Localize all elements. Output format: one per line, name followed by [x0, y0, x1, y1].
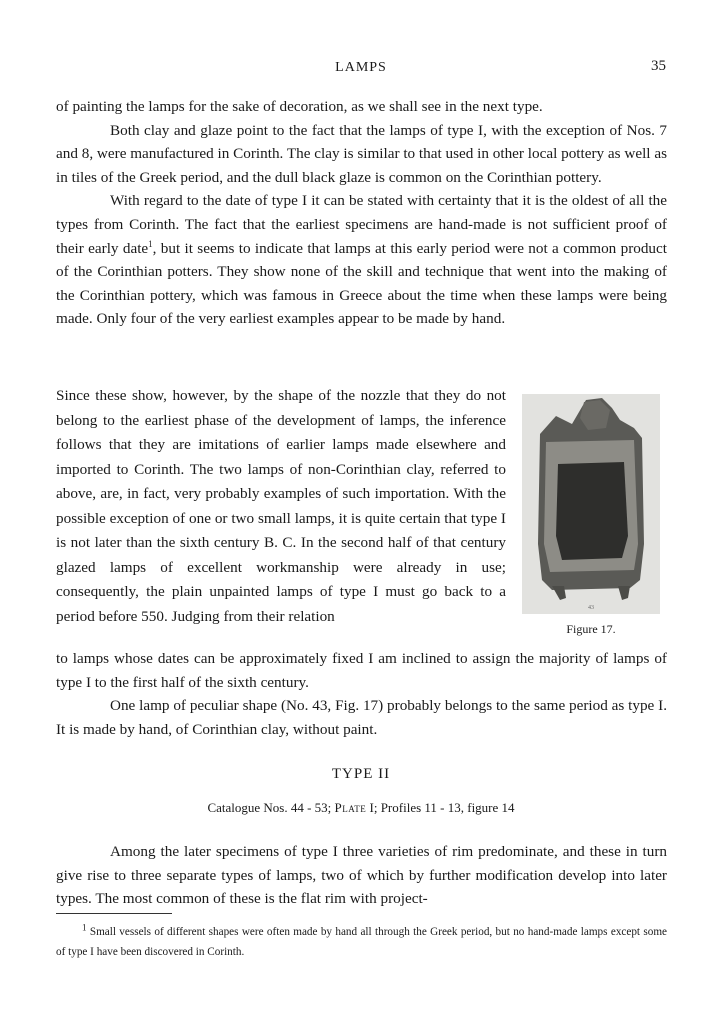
- footnote-rule: [56, 913, 172, 914]
- text-bottom: [56, 840, 667, 911]
- paragraph-3-text: With regard to the date of type I it can be stated with certainty that it is the oldest of all the types from Corinth. The fact that the earliest specimens are hand-made is not sufficient proof of their early date: [56, 192, 667, 257]
- paragraph-2: Both clay and glaze point to the fact that the lamps of type I, with the exception of Nos. 7 and 8, were manufactured in Corinth. The clay is similar to that used in other local pottery as well as in tiles of the Greek period, and the dull black glaze is common on the Corinthian pottery.: [56, 121, 667, 186]
- catalogue-line: [0, 800, 722, 816]
- footnote-text: [56, 922, 667, 962]
- footnote-marker: 1: [82, 922, 87, 933]
- catalogue-prefix: Catalogue Nos. 44 - 53;: [207, 800, 332, 815]
- paragraph-4-wrap: Since these show, however, by the shape of the nozzle that they do not belong to the earliest phase of the development of lamps, the inference follows that they are imitations of earlier lamps made elsewhere and imported to Corinth. The two lamps of non-Corinthian clay, referred to above, are, in fact, very probably examples of such importation. With the possible exception of one or two small lamps, it is quite certain that type I is not later than the sixth century B. C. In the second half of that century glazed lamps of excellent workmanship were already in use; consequently, the plain unpainted lamps of type I must go back to a period before 550. Judging from their relation: [56, 387, 506, 625]
- paragraph-3: [56, 189, 667, 331]
- text-middle: [56, 647, 667, 741]
- footnote-ref: 1: [148, 238, 153, 249]
- figure-caption: Figure 17.: [566, 622, 616, 636]
- figure-17: [522, 394, 660, 614]
- paragraph-3-rest: , but it seems to indicate that lamps at this early period were not a common product of the Corinthian potters. They show none of the skill and technique that went into the making of the Corinthian pottery, which was famous in Greece about the time when these lamps were being made. Only four of the very earliest examples appear to be made by hand.: [56, 239, 667, 328]
- footnote: [56, 922, 667, 962]
- paragraph-5: One lamp of peculiar shape (No. 43, Fig. 17) probably belongs to the same period as type I. It is made by hand, of Corinthian clay, without paint.: [56, 697, 667, 738]
- lamp-interior: [556, 462, 628, 560]
- page-number: 35: [651, 58, 666, 74]
- lamp-photo: [522, 394, 660, 614]
- paragraph-4-continued: to lamps whose dates can be approximately fixed I am inclined to assign the majority of lamps of type I to the first half of the sixth century.: [56, 650, 667, 691]
- text-top: [56, 95, 667, 331]
- catalogue-plate: Plate: [334, 800, 367, 815]
- section-heading: TYPE II: [331, 766, 391, 782]
- paragraph-6: Among the later specimens of type I three varieties of rim predominate, and these in turn give rise to three separate types of lamps, two of which by further modification develop into later types. The most common of these is the flat rim with project-: [56, 843, 667, 908]
- paragraph-1: of painting the lamps for the sake of decoration, as we shall see in the next type.: [56, 98, 543, 115]
- running-header-title: LAMPS: [335, 60, 387, 75]
- figure-number: 43: [588, 605, 594, 611]
- footnote-body: Small vessels of different shapes were often made by hand all through the Greek period, but no hand-made lamps except some of type I have been discovered in Corinth.: [56, 926, 668, 958]
- catalogue-suffix: I; Profiles 11 - 13, figure 14: [369, 800, 515, 815]
